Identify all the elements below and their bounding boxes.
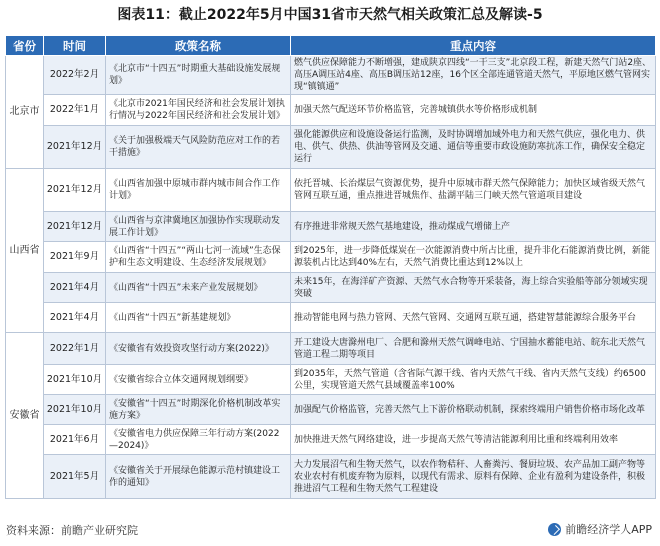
policy-name-cell: 《山西省与京津冀地区加强协作实现联动发展工作计划》 — [106, 212, 291, 242]
table-row — [6, 242, 656, 273]
table-row — [6, 365, 656, 395]
date-cell: 2021年5月 — [44, 455, 106, 499]
date-cell: 2022年1月 — [44, 333, 106, 365]
table-row — [6, 169, 656, 212]
content-cell: 燃气供应保障能力不断增强，建成陕京四线“一干三支”北京段工程，新建天然气门站2座、高压A调压站4座、高压B调压站12座，16个区全部连通管道天然气，平原地区燃气管网实现“镇镇通” — [291, 56, 656, 95]
table-row — [6, 56, 656, 95]
content-cell: 加快推进天然气网络建设，进一步提高天然气等清洁能源利用比重和终端利用效率 — [291, 425, 656, 455]
content-cell: 未来15年，在海洋矿产资源、天然气水合物等开采装备，海上综合实验船等部分领域实现突破 — [291, 273, 656, 303]
page-title: 图表11：截止2022年5月中国31省市天然气相关政策汇总及解读-5 — [117, 7, 543, 23]
table-row — [6, 126, 656, 169]
policy-name-cell: 《安徽省“十四五”时期深化价格机制改革实施方案》 — [106, 395, 291, 425]
content-cell: 加强配气价格监管，完善天然气上下游价格联动机制，探索终端用户销售价格市场化改革 — [291, 395, 656, 425]
table-row — [6, 95, 656, 126]
policy-name-cell: 《关于加强极端天气风险防范应对工作的若干措施》 — [106, 126, 291, 169]
province-cell: 山西省 — [6, 169, 44, 333]
content-cell: 到2035年，天然气管道（含省际气源干线、省内天然气干线、省内天然气支线）约6500公里，实现管道天然气县域覆盖率100% — [291, 365, 656, 395]
content-cell: 加强天然气配送环节价格监管，完善城镇供水等价格形成机制 — [291, 95, 656, 126]
policy-name-cell: 《北京市“十四五”时期重大基础设施发展规划》 — [106, 56, 291, 95]
province-cell: 安徽省 — [6, 333, 44, 499]
date-cell: 2022年1月 — [44, 95, 106, 126]
policy-name-cell: 《山西省“十四五”“两山七河一流域”生态保护和生态文明建设、生态经济发展规划》 — [106, 242, 291, 273]
table-row — [6, 333, 656, 365]
table-row — [6, 303, 656, 333]
content-cell: 大力发展沼气和生物天然气，以农作物秸秆、人畜粪污、餐厨垃圾、农产品加工副产物等农业农村有机废弃物为原料，以现代有需求、原料有保障、企业有盈利为建设条件，积极推进沼气工程和生物天然气工程建设 — [291, 455, 656, 499]
date-cell: 2021年4月 — [44, 303, 106, 333]
policy-table — [5, 35, 656, 499]
policy-name-cell: 《山西省“十四五”未来产业发展规划》 — [106, 273, 291, 303]
table-row — [6, 425, 656, 455]
policy-name-cell: 《山西省“十四五”新基建规划》 — [106, 303, 291, 333]
province-cell: 北京市 — [6, 56, 44, 169]
date-cell: 2022年2月 — [44, 56, 106, 95]
content-cell: 开工建设大唐滁州电厂、合肥和滁州天然气调峰电站、宁国抽水蓄能电站、皖东北天然气管道工程二期等项目 — [291, 333, 656, 365]
date-cell: 2021年10月 — [44, 365, 106, 395]
policy-name-cell: 《安徽省关于开展绿色能源示范村镇建设工作的通知》 — [106, 455, 291, 499]
date-cell: 2021年10月 — [44, 395, 106, 425]
brand-name: 前瞻经济学人APP — [565, 523, 652, 536]
brand-credit — [548, 521, 652, 537]
header-policy-name: 政策名称 — [106, 36, 291, 56]
policy-name-cell: 《北京市2021年国民经济和社会发展计划执行情况与2022年国民经济和社会发展计划》 — [106, 95, 291, 126]
content-cell: 依托晋城、长治煤层气资源优势，提升中原城市群天然气保障能力；加快区域省级天然气管网互联互通，重点推进晋城焦作、盐湖平陆三门峡天然气管道项目建设 — [291, 169, 656, 212]
date-cell: 2021年9月 — [44, 242, 106, 273]
table-header-row — [6, 36, 656, 56]
content-cell: 推动智能电网与热力管网、天然气管网、交通网互联互通，搭建智慧能源综合服务平台 — [291, 303, 656, 333]
content-cell: 有序推进非常规天然气基地建设，推动煤成气增储上产 — [291, 212, 656, 242]
table-row — [6, 273, 656, 303]
source-note: 资料来源：前瞻产业研究院 — [6, 524, 138, 537]
date-cell: 2021年6月 — [44, 425, 106, 455]
policy-name-cell: 《安徽省综合立体交通网规划纲要》 — [106, 365, 291, 395]
content-cell: 强化能源供应和设施设备运行监测，及时协调增加域外电力和天然气供应，强化电力、供电、供气、供热、供油等管网及交通、通信等重要市政设施防寒抗冻工作，确保安全稳定运行 — [291, 126, 656, 169]
content-cell: 到2025年，进一步降低煤炭在一次能源消费中所占比重，提升非化石能源消费比例，新能源装机占比达到40%左右，天然气消费比重达到12%以上 — [291, 242, 656, 273]
brand-logo-icon — [548, 523, 561, 536]
header-date: 时间 — [44, 36, 106, 56]
date-cell: 2021年12月 — [44, 126, 106, 169]
policy-name-cell: 《安徽省电力供应保障三年行动方案(2022—2024)》 — [106, 425, 291, 455]
policy-name-cell: 《安徽省有效投资攻坚行动方案(2022)》 — [106, 333, 291, 365]
header-key-content: 重点内容 — [291, 36, 656, 56]
date-cell: 2021年12月 — [44, 212, 106, 242]
table-row — [6, 455, 656, 499]
date-cell: 2021年4月 — [44, 273, 106, 303]
header-province: 省份 — [6, 36, 44, 56]
table-row — [6, 395, 656, 425]
table-row — [6, 212, 656, 242]
policy-name-cell: 《山西省加强中原城市群内城市间合作工作计划》 — [106, 169, 291, 212]
date-cell: 2021年12月 — [44, 169, 106, 212]
